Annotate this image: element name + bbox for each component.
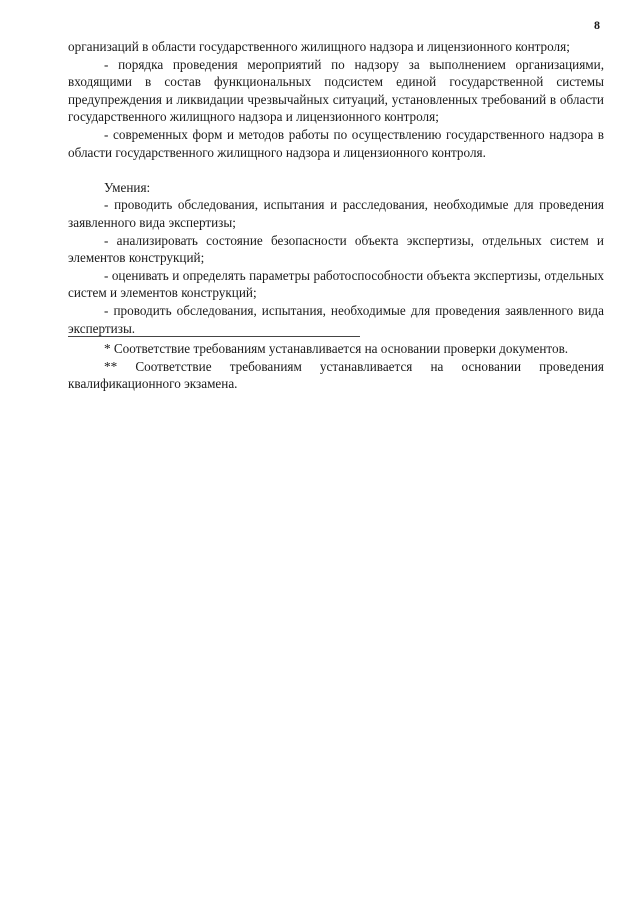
footnote-single-asterisk: * Соответствие требованиям устанавливается на основании проверки документов. [104,341,569,356]
section-gap [68,161,604,179]
paragraph-continuation: организаций в области государственного жилищного надзора и лицензионного контроля; [68,39,570,54]
skills-item: - проводить обследования, испытания, необходимые для проведения заявленного вида экспертизы. [68,302,604,336]
footnote-separator [68,336,360,337]
skills-item: - проводить обследования, испытания и расследования, необходимые для проведения заявленного вида экспертизы; [68,197,604,230]
footnotes [68,340,604,393]
paragraph-procedure: - порядка проведения мероприятий по надзору за выполнением организациями, входящими в состав функциональных подсистем единой государственной системы предупреждения и ликвидации чрезвычайных ситуаций, установленных требований в области государственного жилищного надзора и лицензионного контроля; [68,56,604,125]
footnote-double-asterisk: ** Соответствие требованиям устанавливается на основании проведения квалификационного экзамена. [68,358,604,392]
skills-item: - анализировать состояние безопасности объекта экспертизы, отдельных систем и элементов конструкций; [68,232,604,266]
skills-item: - оценивать и определять параметры работоспособности объекта экспертизы, отдельных систем и элементов конструкций; [68,267,604,301]
paragraph-methods: - современных форм и методов работы по осуществлению государственного надзора в области государственного жилищного надзора и лицензионного контроля. [68,126,604,160]
page-number: 8 [594,18,600,32]
main-text [68,38,604,337]
skills-heading: Умения: [104,179,151,195]
